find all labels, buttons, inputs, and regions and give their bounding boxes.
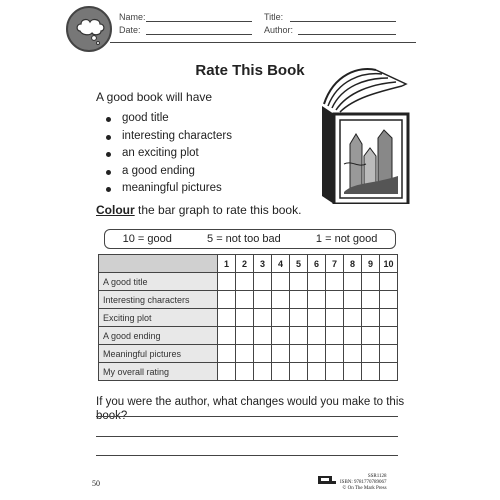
- header-corner: [99, 255, 218, 273]
- row-label: Meaningful pictures: [99, 345, 218, 363]
- rating-cell[interactable]: [254, 363, 272, 381]
- name-label: Name:: [119, 12, 146, 22]
- rating-cell[interactable]: [218, 363, 236, 381]
- rating-cell[interactable]: [290, 345, 308, 363]
- footer-publication-info: [340, 474, 387, 492]
- footer-isbn: ISBN: 9781770789067: [340, 480, 387, 485]
- rating-cell[interactable]: [290, 327, 308, 345]
- rating-legend: [104, 229, 396, 249]
- name-field[interactable]: [146, 21, 252, 22]
- column-header: 10: [380, 255, 398, 273]
- publisher-logo-icon: [318, 475, 336, 485]
- rating-cell[interactable]: [344, 309, 362, 327]
- instruction-text: Colour the bar graph to rate this book.: [96, 203, 302, 217]
- rating-cell[interactable]: [326, 345, 344, 363]
- rating-cell[interactable]: [380, 291, 398, 309]
- column-header: 5: [290, 255, 308, 273]
- rating-cell[interactable]: [380, 273, 398, 291]
- intro-text: A good book will have: [96, 90, 213, 104]
- rating-cell[interactable]: [254, 309, 272, 327]
- rating-cell[interactable]: [218, 345, 236, 363]
- rating-cell[interactable]: [308, 345, 326, 363]
- rating-cell[interactable]: [236, 273, 254, 291]
- row-label: A good ending: [99, 327, 218, 345]
- rating-cell[interactable]: [380, 345, 398, 363]
- rating-cell[interactable]: [272, 327, 290, 345]
- title-field[interactable]: [290, 21, 396, 22]
- row-label: A good title: [99, 273, 218, 291]
- rating-cell[interactable]: [236, 345, 254, 363]
- footer-copyright: © On The Mark Press: [342, 486, 387, 491]
- rating-bar-graph: [98, 254, 398, 381]
- table-header-row: [99, 255, 398, 273]
- rating-cell[interactable]: [344, 363, 362, 381]
- list-item: meaningful pictures: [104, 180, 232, 198]
- list-item: a good ending: [104, 163, 232, 181]
- column-header: 8: [344, 255, 362, 273]
- rating-cell[interactable]: [218, 273, 236, 291]
- table-row: [99, 345, 398, 363]
- rating-cell[interactable]: [236, 291, 254, 309]
- answer-line[interactable]: [96, 416, 398, 417]
- rating-cell[interactable]: [326, 273, 344, 291]
- rating-cell[interactable]: [254, 327, 272, 345]
- rating-cell[interactable]: [380, 327, 398, 345]
- rating-cell[interactable]: [326, 363, 344, 381]
- rating-cell[interactable]: [380, 309, 398, 327]
- column-header: 2: [236, 255, 254, 273]
- rating-cell[interactable]: [218, 327, 236, 345]
- column-header: 3: [254, 255, 272, 273]
- rating-cell[interactable]: [308, 309, 326, 327]
- rating-cell[interactable]: [362, 291, 380, 309]
- rating-cell[interactable]: [344, 291, 362, 309]
- row-label: Exciting plot: [99, 309, 218, 327]
- rating-cell[interactable]: [362, 327, 380, 345]
- date-field[interactable]: [146, 34, 252, 35]
- header-rule: [110, 42, 416, 43]
- rating-cell[interactable]: [290, 291, 308, 309]
- rating-cell[interactable]: [362, 345, 380, 363]
- table-row: [99, 309, 398, 327]
- rating-cell[interactable]: [254, 345, 272, 363]
- list-item: an exciting plot: [104, 145, 232, 163]
- column-header: 9: [362, 255, 380, 273]
- reflection-question: If you were the author, what changes would you make to this book?: [96, 396, 405, 422]
- column-header: 1: [218, 255, 236, 273]
- rating-cell[interactable]: [254, 273, 272, 291]
- criteria-list: [104, 110, 232, 198]
- rating-cell[interactable]: [380, 363, 398, 381]
- rating-cell[interactable]: [308, 273, 326, 291]
- table-row: [99, 291, 398, 309]
- thought-bubble-badge: [66, 6, 112, 52]
- column-header: 4: [272, 255, 290, 273]
- table-row: [99, 273, 398, 291]
- legend-good: 10 = good: [122, 233, 172, 245]
- title-label: Title:: [264, 12, 284, 22]
- legend-not-good: 1 = not good: [315, 233, 378, 245]
- rating-cell[interactable]: [308, 327, 326, 345]
- rating-cell[interactable]: [344, 327, 362, 345]
- rating-cell[interactable]: [362, 309, 380, 327]
- thought-bubble-icon: [74, 14, 108, 48]
- rating-cell[interactable]: [326, 327, 344, 345]
- rating-cell[interactable]: [218, 309, 236, 327]
- rating-cell[interactable]: [272, 291, 290, 309]
- rating-cell[interactable]: [362, 363, 380, 381]
- rating-cell[interactable]: [308, 363, 326, 381]
- rating-cell[interactable]: [344, 345, 362, 363]
- rating-cell[interactable]: [236, 327, 254, 345]
- column-header: 7: [326, 255, 344, 273]
- rating-cell[interactable]: [254, 291, 272, 309]
- table-row: [99, 363, 398, 381]
- author-label: Author:: [264, 25, 294, 35]
- row-label: Interesting characters: [99, 291, 218, 309]
- page-number: 50: [92, 479, 100, 488]
- rating-cell[interactable]: [362, 273, 380, 291]
- rating-cell[interactable]: [272, 309, 290, 327]
- list-item: good title: [104, 110, 232, 128]
- rating-cell[interactable]: [272, 273, 290, 291]
- rating-cell[interactable]: [326, 291, 344, 309]
- rating-cell[interactable]: [218, 291, 236, 309]
- rating-cell[interactable]: [272, 345, 290, 363]
- rating-cell[interactable]: [290, 309, 308, 327]
- rating-cell[interactable]: [236, 309, 254, 327]
- rating-cell[interactable]: [290, 273, 308, 291]
- footer-code: SSR1128: [367, 474, 387, 479]
- legend-not-too-bad: 5 = not too bad: [207, 233, 281, 245]
- rating-cell[interactable]: [308, 291, 326, 309]
- column-header: 6: [308, 255, 326, 273]
- answer-line[interactable]: [96, 455, 398, 456]
- answer-line[interactable]: [96, 436, 398, 437]
- rating-cell[interactable]: [344, 273, 362, 291]
- table-row: [99, 327, 398, 345]
- rating-cell[interactable]: [326, 309, 344, 327]
- rating-cell[interactable]: [236, 363, 254, 381]
- open-book-illustration: [314, 64, 414, 204]
- page-title: Rate This Book: [195, 62, 305, 79]
- date-label: Date:: [119, 25, 141, 35]
- list-item: interesting characters: [104, 128, 232, 146]
- rating-cell[interactable]: [272, 363, 290, 381]
- rating-cell[interactable]: [290, 363, 308, 381]
- author-field[interactable]: [298, 34, 396, 35]
- row-label: My overall rating: [99, 363, 218, 381]
